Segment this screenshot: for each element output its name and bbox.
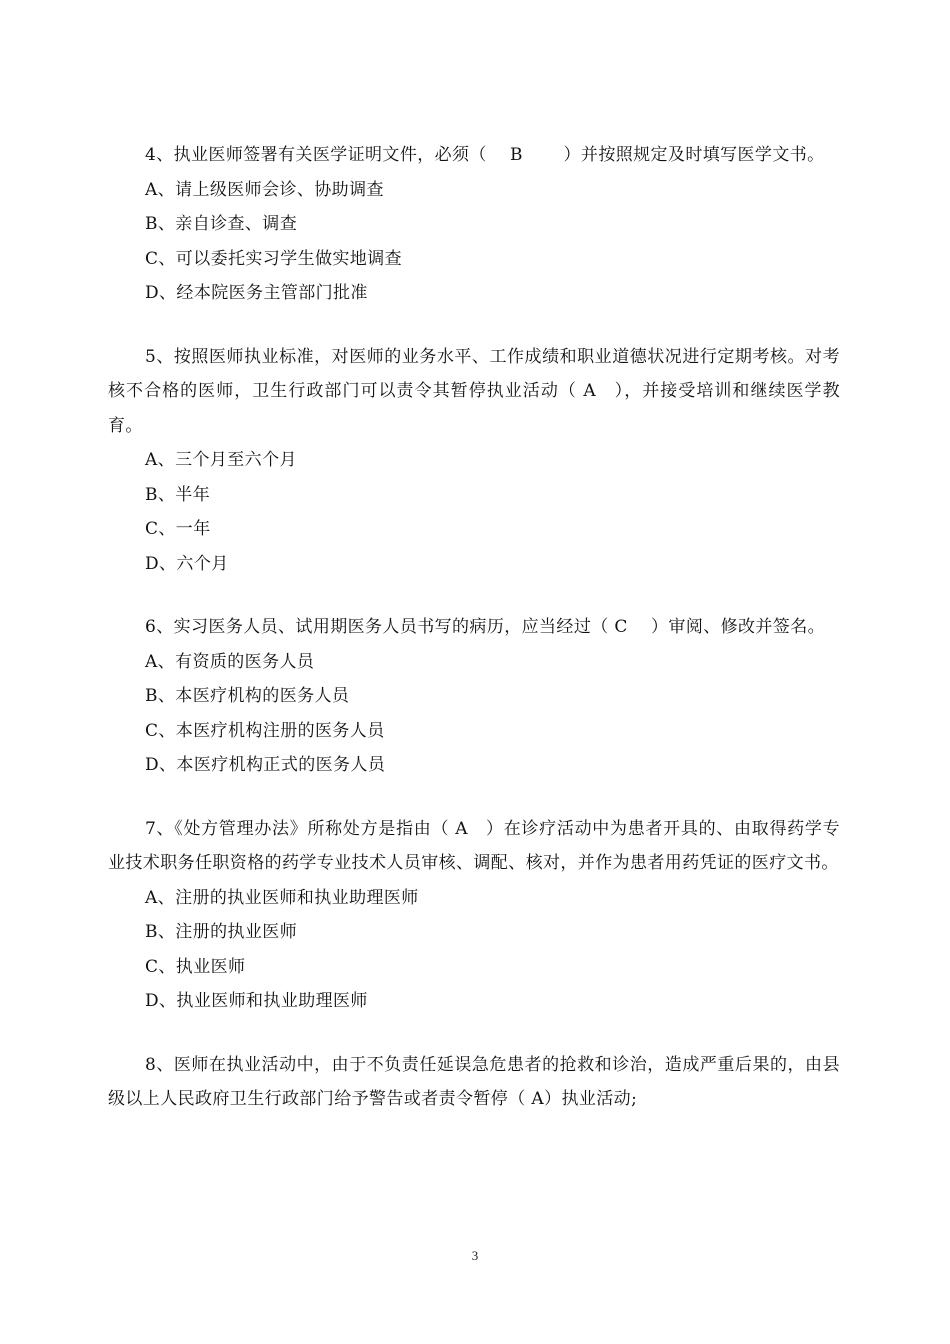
question-7 [108,812,840,1019]
question-stem: 5、按照医师执业标准，对医师的业务水平、工作成绩和职业道德状况进行定期考核。对考核不合格的医师，卫生行政部门可以责令其暂停执业活动（ A ），并接受培训和继续医学教育。 [108,346,840,436]
page-number: 3 [471,1248,479,1263]
option-a: A、注册的执业医师和执业助理医师 [145,887,419,908]
question-stem: 7、《处方管理办法》所称处方是指由（ A ）在诊疗活动中为患者开具的、由取得药学专业技术职务任职资格的药学专业技术人员审核、调配、核对，并作为患者用药凭证的医疗文书。 [108,818,840,873]
option-c: C、执业医师 [145,956,246,977]
question-6 [108,610,840,783]
option-c: C、一年 [145,519,211,539]
question-stem: 4、执业医师签署有关医学证明文件，必须（ B ）并按照规定及时填写医学文书。 [145,145,825,165]
question-stem: 6、实习医务人员、试用期医务人员书写的病历，应当经过（ C ）审阅、修改并签名。 [145,617,826,637]
option-a: A、有资质的医务人员 [145,651,315,672]
option-d: D、执业医师和执业助理医师 [145,991,368,1011]
question-8 [108,1048,840,1117]
option-c: C、可以委托实习学生做实地调查 [145,248,403,269]
question-stem: 8、医师在执业活动中，由于不负责任延误急危患者的抢救和诊治，造成严重后果的，由县级以上人民政府卫生行政部门给予警告或者责令暂停（ A）执业活动; [108,1054,840,1109]
option-b: B、亲自诊查、调查 [145,214,298,234]
option-d: D、经本院医务主管部门批准 [145,283,368,303]
option-b: B、注册的执业医师 [145,922,298,942]
option-b: B、本医疗机构的医务人员 [145,686,350,706]
option-d: D、本医疗机构正式的医务人员 [145,755,386,775]
option-d: D、六个月 [145,553,229,574]
option-a: A、请上级医师会诊、协助调查 [145,179,384,200]
option-b: B、半年 [145,484,211,505]
option-a: A、三个月至六个月 [145,450,297,470]
question-list [108,138,840,1146]
question-5 [108,340,840,582]
option-c: C、本医疗机构注册的医务人员 [145,720,385,741]
question-4 [108,138,840,311]
